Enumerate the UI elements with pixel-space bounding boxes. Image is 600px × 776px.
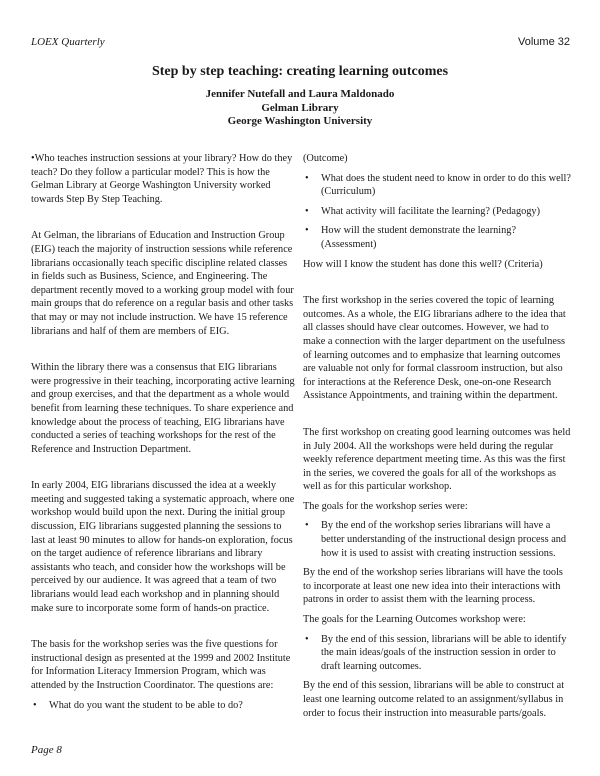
- bullet-item-outcome: [31, 699, 295, 713]
- bullet-text: What do you want the student to be able to do?: [49, 699, 243, 711]
- bullet-icon: •: [305, 172, 309, 184]
- paragraph-intro: •Who teaches instruction sessions at your library? How do they teach? Do they follow a particular model? This is how the Gelman Library at George Washington University worked towards Step By Step Teaching.: [31, 153, 293, 205]
- paragraph-series-goal-2: By the end of the workshop series librarians will have the tools to incorporate at least one new idea into their interactions with patrons in order to assist them with the learning process.: [303, 567, 563, 606]
- paragraph-consensus: Within the library there was a consensus that EIG librarians were progressive in their teaching, incorporating active learning and group exercises, and that the department as a whole would benefit from learning these techniques. To share experience and knowledge about the process of teaching, EIG librarians have conducted a series of teaching workshops for the rest of the Reference and Instruction Department.: [31, 362, 295, 455]
- paragraph-series-goals: The goals for the workshop series were:: [303, 500, 468, 512]
- paragraph-outcomes-goal-2: By the end of this session, librarians will be able to construct at least one learning outcome related to an assignment/syllabus in order to focus their instruction into measurable parts/goals.: [303, 680, 565, 719]
- author-library: Gelman Library: [261, 101, 339, 114]
- article-title: Step by step teaching: creating learning outcomes: [151, 64, 449, 79]
- paragraph-first-workshop: The first workshop in the series covered the topic of learning outcomes. As a whole, the EIG librarians adhere to the idea that all classes should have clear outcomes. However, we had to make a connection with the larger department on the usefulness of learning outcomes and to emphasize that learning outcomes are valuable not only for formal classroom instruction, but also for interactions at the Reference Desk, one-on-one Research Assistance Appointments, and training within the department.: [303, 295, 566, 402]
- bullet-icon: •: [33, 699, 37, 711]
- bullet-text: By the end of this session, librarians will be able to identify the main ideas/goals of the instruction session in order to draft learning outcomes.: [321, 633, 567, 672]
- right-column: [303, 152, 571, 726]
- bullet-icon: •: [305, 520, 309, 532]
- bullet-item-series-goal: [303, 519, 571, 560]
- volume-number: Volume 32: [518, 36, 570, 48]
- author-university: George Washington University: [227, 115, 373, 127]
- bullet-item-outcomes-goal: [303, 633, 571, 674]
- bullet-icon: •: [305, 225, 309, 237]
- bullet-item-pedagogy: [303, 205, 571, 219]
- author-block: [0, 88, 600, 129]
- bullet-icon: •: [305, 205, 309, 217]
- bullet-item-curriculum: [303, 172, 571, 199]
- criteria-question: How will I know the student has done this well? (Criteria): [303, 258, 543, 270]
- bullet-text: What does the student need to know in order to do this well? (Curriculum): [321, 172, 571, 198]
- paragraph-gelman: At Gelman, the librarians of Education and Instruction Group (EIG) teach the majority of instruction sessions while reference librarians occasionally teach specific discipline related classes in fields such as Business, Science, and Engineering. The department recently moved to a working group model with four main groups that do reference on a regular basis and other tasks that may or may not include instruction. We have 15 reference librarians and half of them are members of EIG.: [31, 230, 294, 337]
- paragraph-early-2004: In early 2004, EIG librarians discussed the idea at a weekly meeting and suggested taking a systematic approach, where one workshop would build upon the next. During the initial group discussion, EIG librarians suggested planning the sessions to last at least 90 minutes to allow for hands-on exploration, focus on the target audience of reference librarians and library assistants who teach, and consider how the workshops will be perceived by our audience. It was agreed that a team of two librarians would lead each workshop and in planning should make sure to incorporate some form of hands-on practice.: [31, 480, 295, 614]
- publication-name: LOEX Quarterly: [31, 36, 105, 48]
- paragraph-outcomes-goals: The goals for the Learning Outcomes workshop were:: [303, 614, 526, 626]
- bullet-icon: •: [305, 633, 309, 645]
- author-names: Jennifer Nutefall and Laura Maldonado: [205, 88, 395, 100]
- paragraph-july-2004: The first workshop on creating good learning outcomes was held in July 2004. All the workshops were held during the regular weekly reference department meeting time. As this was the first in the series, we covered the goals for all of the workshops as well as for this particular workshop.: [303, 426, 571, 493]
- page-number: Page 8: [31, 744, 62, 756]
- paragraph-basis: The basis for the workshop series was the five questions for instructional design as presented at the 1999 and 2002 Institute for Information Literacy Immersion Program, which was attended by the Instruction Coordinator. The questions are:: [31, 639, 291, 691]
- bullet-item-assessment: [303, 224, 571, 251]
- left-column: [31, 152, 295, 712]
- outcome-label: (Outcome): [303, 153, 348, 164]
- bullet-text: How will the student demonstrate the learning? (Assessment): [321, 225, 517, 250]
- bullet-text: By the end of the workshop series librarians will have a better understanding of the instructional design process and how it is used to assist with creating instruction sessions.: [321, 520, 567, 559]
- bullet-text: What activity will facilitate the learning? (Pedagogy): [321, 205, 541, 217]
